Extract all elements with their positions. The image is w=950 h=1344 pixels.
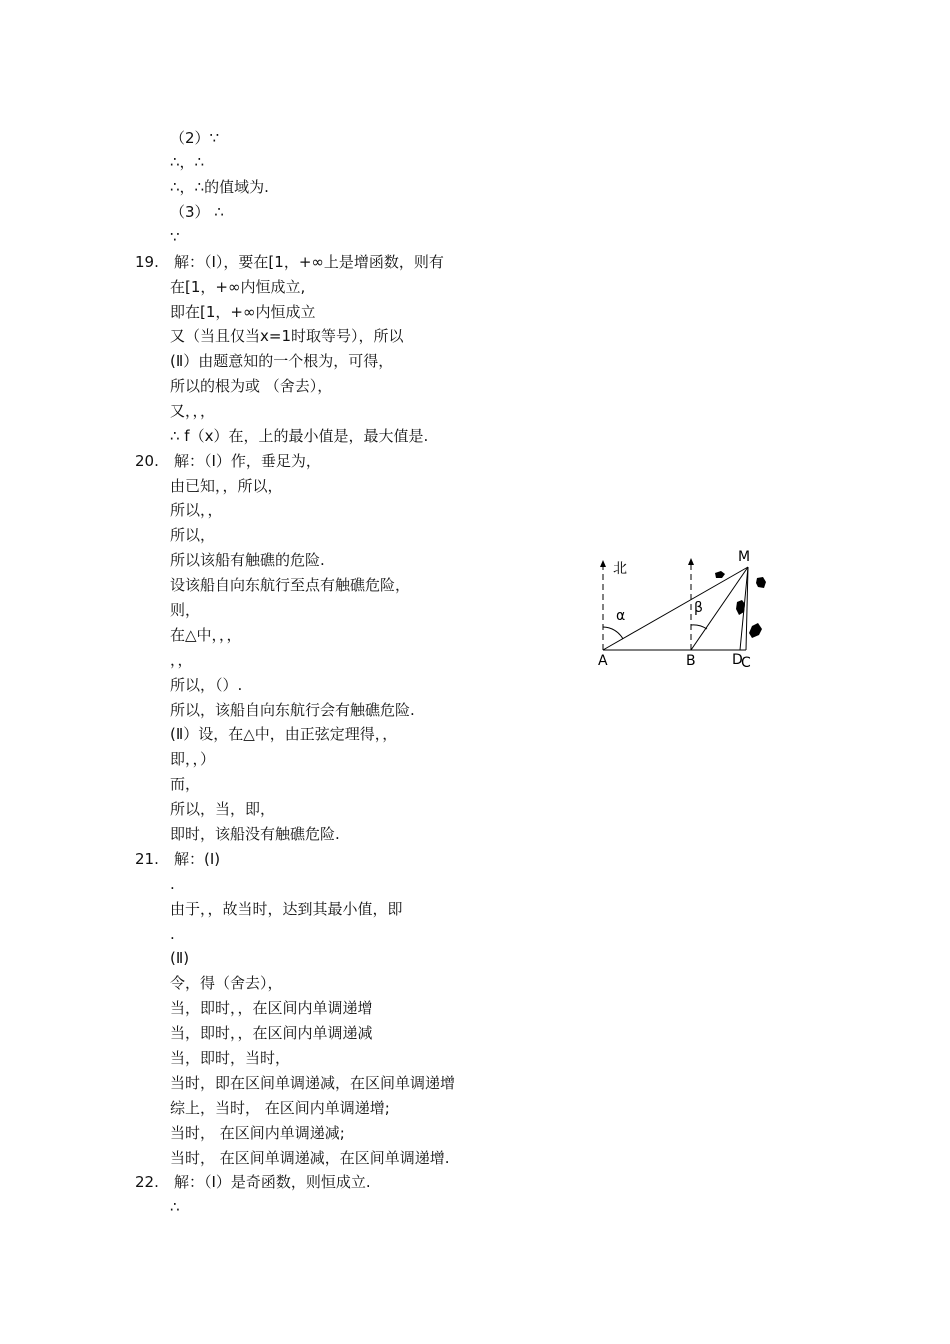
text-line: . [170,875,175,893]
problem-number: 22. [135,1173,159,1191]
text-line: 当，即时，当时， [170,1049,291,1067]
angle-alpha-arc [603,627,623,639]
angle-beta-arc [691,625,707,629]
text-line: 当，即时，，在区间内单调递减 [170,1024,373,1042]
text-line: 又，，， [170,402,216,420]
text-line: 所以， [170,526,216,544]
problem-number: 21. [135,850,159,868]
navigation-diagram [590,540,780,675]
text-line: 所以，该船自向东航行会有触礁危险. [170,701,415,719]
label-a: A [598,653,608,669]
text-line: 所以，当，即， [170,800,276,818]
text-line: 综上，当时， 在区间内单调递增; [170,1099,390,1117]
label-c: C [741,655,751,671]
text-line: 又（当且仅当x=1时取等号），所以 [170,327,404,345]
label-b: B [686,653,696,669]
text-line: 由于，，故当时，达到其最小值，即 [170,900,403,918]
problem-number: 19. [135,253,159,271]
text-line: 在[1，+∞内恒成立, [170,278,306,296]
reef-shape [749,623,762,638]
reef-shape [756,577,766,588]
text-line: 解：(Ⅰ) [174,850,221,868]
text-line: 设该船自向东航行至点有触礁危险， [170,576,411,594]
problem-number: 20. [135,452,159,470]
text-line: (Ⅱ) [170,949,190,967]
text-line: 解：（Ⅰ），要在[1，+∞上是增函数，则有 [174,253,444,271]
text-line: 所以，（）. [170,676,243,694]
text-line: 当时，即在区间单调递减，在区间单调递增 [170,1074,456,1092]
text-line: （2）∵ [170,129,220,147]
text-line: 所以的根为或 （舍去）， [170,377,333,395]
text-line: 即在[1，+∞内恒成立 [170,303,316,321]
text-line: 解：（Ⅰ）作，垂足为， [174,452,321,470]
text-line: ∴，∴ [170,153,205,171]
text-line: . [170,925,175,943]
label-north: 北 [613,561,627,577]
text-line: ∴，∴的值域为. [170,178,269,196]
label-alpha: α [616,608,626,624]
text-line: (Ⅱ）设，在△中，由正弦定理得，， [170,725,398,743]
text-line: (Ⅱ）由题意知的一个根为，可得， [170,352,394,370]
text-line: ∴ [170,1198,180,1216]
text-line: 在△中，，， [170,626,242,644]
text-line: ，， [170,651,193,669]
text-line: 则， [170,601,201,619]
label-beta: β [694,600,703,616]
text-line: 所以该船有触礁的危险. [170,551,325,569]
text-line: 即时，该船没有触礁危险. [170,825,340,843]
text-line: 令，得（舍去）， [170,974,283,992]
text-line: 所以，， [170,501,223,519]
text-line: 由已知，，所以， [170,477,283,495]
text-line: 而， [170,775,201,793]
label-d: D [732,652,743,668]
north-arrow-b [688,558,694,565]
text-line: （3） ∴ [170,203,224,221]
text-line: ∴ f（x）在，上的最小值是，最大值是. [170,427,429,445]
reef-shape [715,571,725,578]
label-m: M [738,549,751,565]
north-arrow-a [600,560,606,567]
text-line: 当时， 在区间单调递减，在区间单调递增. [170,1149,450,1167]
text-line: 当时， 在区间内单调递减; [170,1124,345,1142]
text-line: 解：（Ⅰ）是奇函数，则恒成立. [174,1173,371,1191]
text-line: 当，即时，，在区间内单调递增 [170,999,373,1017]
text-line: ∵ [170,228,180,246]
text-line: 即，，） [170,750,216,768]
